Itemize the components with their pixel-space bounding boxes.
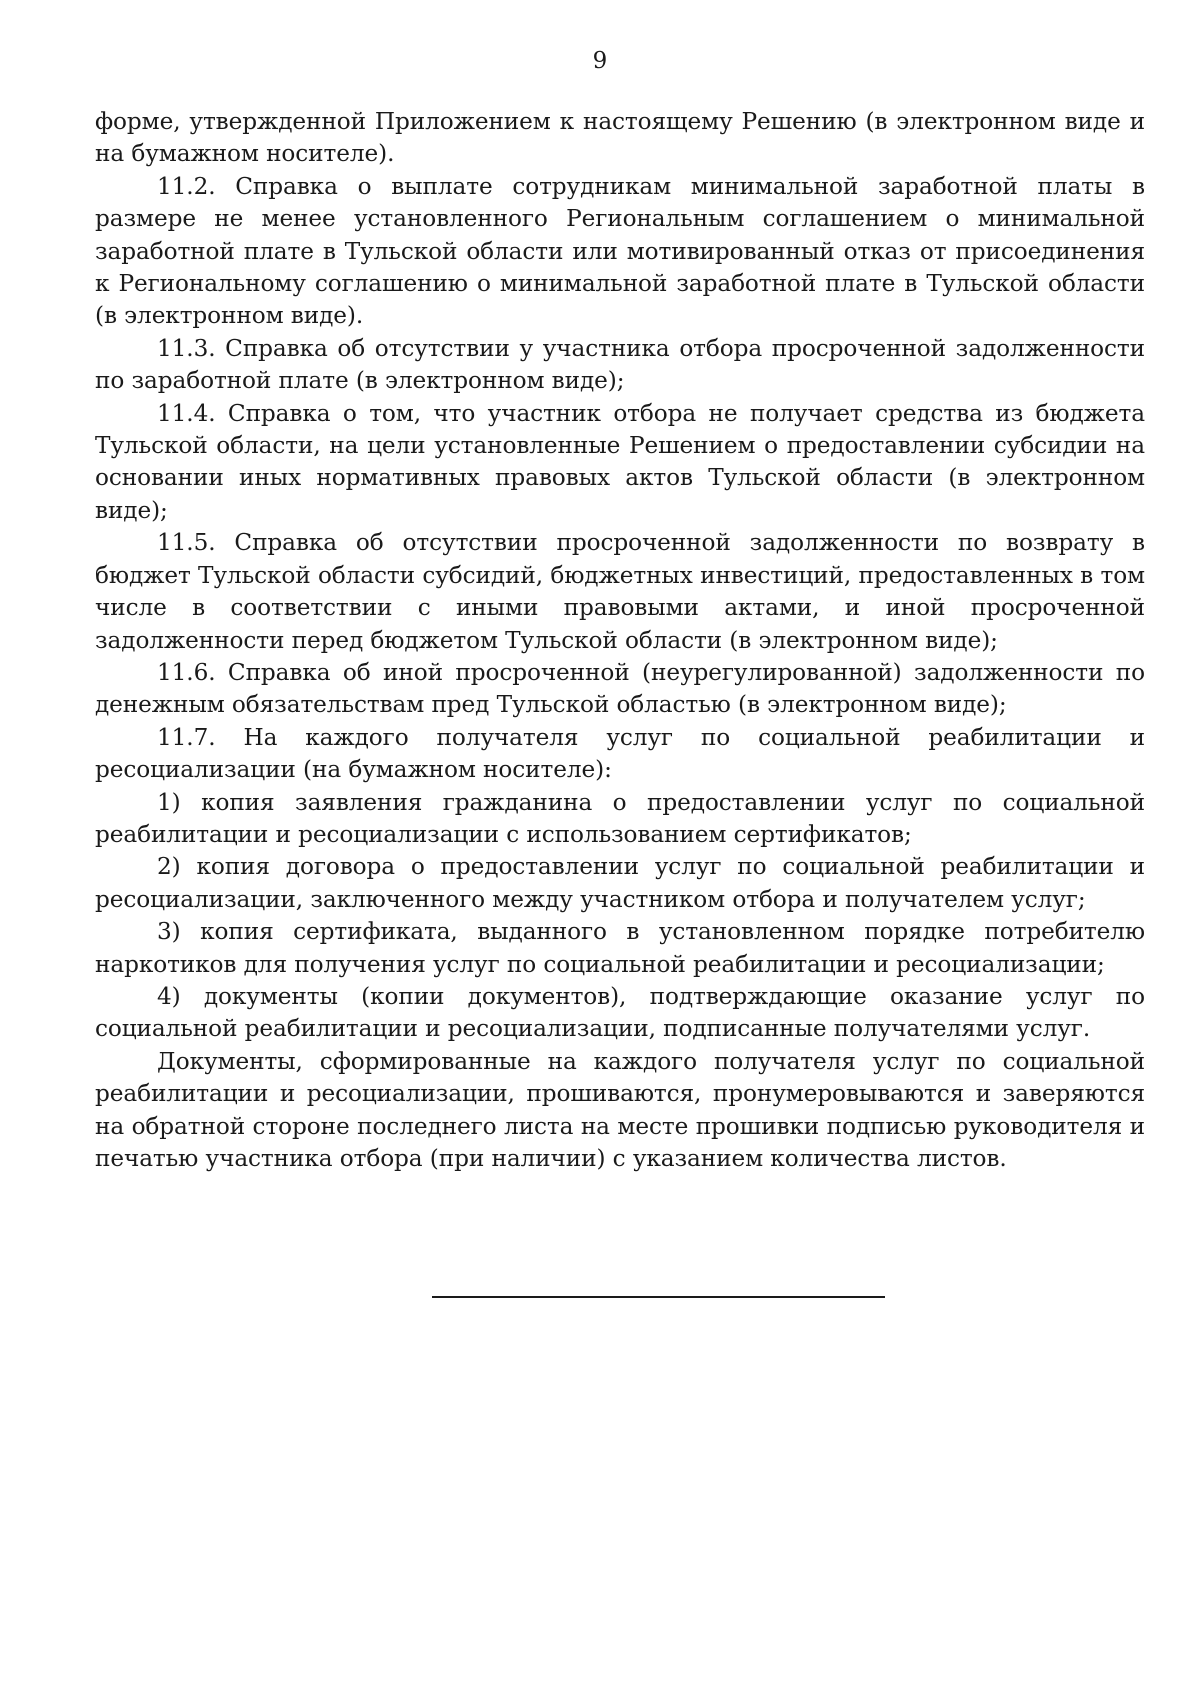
paragraph-11-3: 11.3. Справка об отсутствии у участника отбора просроченной задолженности по заработной плате (в электронном виде);: [95, 334, 1145, 395]
paragraph-11-4: 11.4. Справка о том, что участник отбора не получает средства из бюджета Тульской области, на цели установленные Решением о предоставлении субсидии на основании иных нормативных правовых актов Тульской области (в электронном виде);: [95, 399, 1145, 524]
list-item-3: 3) копия сертификата, выданного в установленном порядке потребителю наркотиков для получения услуг по социальной реабилитации и ресоциализации;: [95, 918, 1145, 978]
list-item-1: 1) копия заявления гражданина о предоставлении услуг по социальной реабилитации и ресоциализации с использованием сертификатов;: [95, 788, 1145, 848]
document-body: [95, 106, 1145, 1175]
paragraph-11-5: 11.5. Справка об отсутствии просроченной задолженности по возврату в бюджет Тульской области субсидий, бюджетных инвестиций, предоставленных в том числе в соответствии с иными правовыми актами, и иной просроченной задолженности перед бюджетом Тульской области (в электронном виде);: [95, 529, 1145, 654]
closing-divider-line: [432, 1296, 885, 1298]
paragraph-11-6: 11.6. Справка об иной просроченной (неурегулированной) задолженности по денежным обязательствам пред Тульской областью (в электронном виде);: [95, 658, 1145, 719]
paragraph-11-7: 11.7. На каждого получателя услуг по социальной реабилитации и ресоциализации (на бумажном носителе):: [95, 723, 1145, 784]
list-item-4: 4) документы (копии документов), подтверждающие оказание услуг по социальной реабилитации и ресоциализации, подписанные получателями услуг.: [95, 982, 1145, 1043]
paragraph-continuation: форме, утвержденной Приложением к настоящему Решению (в электронном виде и на бумажном носителе).: [95, 108, 1145, 168]
list-item-2: 2) копия договора о предоставлении услуг по социальной реабилитации и ресоциализации, заключенного между участником отбора и получателем услуг;: [95, 853, 1145, 913]
page-number: 9: [592, 48, 608, 74]
closing-paragraph: Документы, сформированные на каждого получателя услуг по социальной реабилитации и ресоциализации, прошиваются, пронумеровываются и заверяются на обратной стороне последнего листа на месте прошивки подписью руководителя и печатью участника отбора (при наличии) с указанием количества листов.: [95, 1047, 1145, 1172]
paragraph-11-2: 11.2. Справка о выплате сотрудникам минимальной заработной платы в размере не менее установленного Региональным соглашением о минимальной заработной плате в Тульской области или мотивированный отказ от присоединения к Региональному соглашению о минимальной заработной плате в Тульской области (в электронном виде).: [95, 172, 1145, 330]
